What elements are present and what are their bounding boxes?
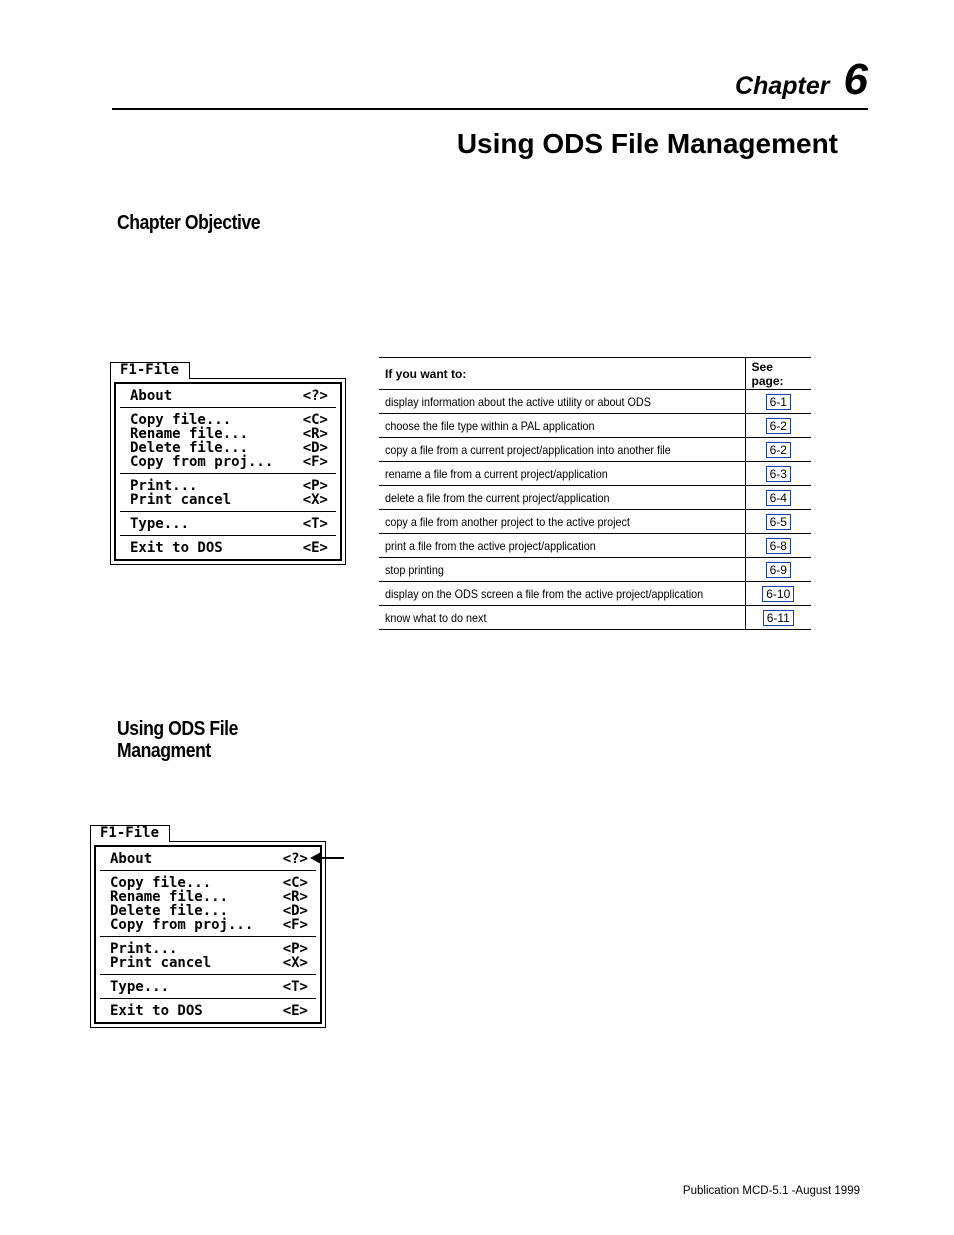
table-cell-task — [379, 558, 745, 582]
menu-box — [90, 841, 326, 1028]
table-row — [379, 534, 811, 558]
menu-item-shortcut: <T> — [282, 979, 308, 995]
menu-item-label: Print... — [110, 941, 178, 957]
table-cell-page — [745, 414, 811, 438]
table-header-page: See page: — [745, 358, 811, 390]
menu-item[interactable] — [110, 1004, 312, 1018]
menu-item-label: Delete file... — [130, 440, 249, 456]
menu-item[interactable] — [130, 389, 332, 403]
task-text: copy a file from a current project/application into another file — [385, 442, 671, 457]
menu-group — [120, 536, 336, 559]
publication-footer: Publication MCD-5.1 -August 1999 — [682, 1185, 860, 1197]
menu-item-shortcut: <R> — [302, 426, 328, 442]
task-text: display on the ODS screen a file from the active project/application — [385, 586, 704, 601]
menu-inner — [94, 845, 322, 1024]
task-text: copy a file from another project to the active project — [385, 514, 630, 529]
task-text: stop printing — [385, 562, 444, 577]
chapter-header — [735, 55, 868, 104]
table-cell-page — [745, 582, 811, 606]
menu-group — [100, 847, 316, 871]
menu-item[interactable] — [110, 876, 312, 890]
section-heading-using — [117, 718, 238, 762]
table-row — [379, 558, 811, 582]
menu-item[interactable] — [110, 980, 312, 994]
table-cell-page — [745, 558, 811, 582]
page-reference-link[interactable]: 6-2 — [766, 418, 791, 434]
table-cell-page — [745, 390, 811, 414]
page-reference-link[interactable]: 6-4 — [766, 490, 791, 506]
menu-group — [120, 512, 336, 536]
menu-item-label: About — [130, 388, 173, 404]
menu-item-label: Exit to DOS — [130, 540, 223, 556]
section-heading-objective: Chapter Objective — [117, 212, 261, 234]
menu-item-shortcut: <C> — [302, 412, 328, 428]
menu-item-label: Type... — [130, 516, 190, 532]
menu-item-shortcut: <X> — [302, 492, 328, 508]
page-reference-link[interactable]: 6-3 — [766, 466, 791, 482]
menu-box — [110, 378, 346, 565]
pointer-arrow-icon — [310, 851, 346, 865]
table-cell-page — [745, 438, 811, 462]
task-text: choose the file type within a PAL application — [385, 418, 595, 433]
menu-item[interactable] — [110, 918, 312, 932]
menu-item[interactable] — [130, 479, 332, 493]
table-header-row — [379, 358, 811, 390]
menu-item-label: About — [110, 851, 153, 867]
table-cell-page — [745, 486, 811, 510]
menu-tab: F1-File — [90, 825, 170, 842]
menu-inner — [114, 382, 342, 561]
menu-group — [120, 408, 336, 474]
file-menu-screenshot-annotated — [90, 824, 326, 1028]
menu-item[interactable] — [130, 517, 332, 531]
table-cell-page — [745, 606, 811, 630]
menu-item[interactable] — [110, 956, 312, 970]
menu-group — [100, 937, 316, 975]
table-row — [379, 486, 811, 510]
page-reference-link[interactable]: 6-10 — [762, 586, 794, 602]
table-row — [379, 414, 811, 438]
table-row — [379, 510, 811, 534]
menu-item[interactable] — [110, 890, 312, 904]
table-cell-task — [379, 510, 745, 534]
table-cell-task — [379, 606, 745, 630]
menu-item-shortcut: <?> — [302, 388, 328, 404]
menu-item-label: Print... — [130, 478, 198, 494]
menu-group — [120, 474, 336, 512]
task-text: delete a file from the current project/application — [385, 490, 610, 505]
menu-group — [100, 999, 316, 1022]
menu-item-shortcut: <D> — [282, 903, 308, 919]
task-text: display information about the active utility or about ODS — [385, 394, 651, 409]
menu-item-shortcut: <P> — [282, 941, 308, 957]
menu-item-shortcut: <P> — [302, 478, 328, 494]
page-reference-link[interactable]: 6-5 — [766, 514, 791, 530]
menu-item-shortcut: <E> — [282, 1003, 308, 1019]
menu-item-label: Delete file... — [110, 903, 229, 919]
table-cell-page — [745, 510, 811, 534]
menu-item[interactable] — [130, 493, 332, 507]
table-row — [379, 390, 811, 414]
page-reference-link[interactable]: 6-1 — [766, 394, 791, 410]
chapter-label: Chapter — [735, 72, 830, 100]
table-cell-task — [379, 414, 745, 438]
menu-item[interactable] — [110, 904, 312, 918]
menu-group — [120, 384, 336, 408]
menu-item[interactable] — [110, 942, 312, 956]
header-rule — [112, 108, 868, 110]
table-cell-task — [379, 390, 745, 414]
table-cell-task — [379, 534, 745, 558]
menu-item-shortcut: <F> — [302, 454, 328, 470]
table-row — [379, 462, 811, 486]
menu-item-shortcut: <X> — [282, 955, 308, 971]
page-reference-link[interactable]: 6-8 — [766, 538, 791, 554]
menu-item-shortcut: <D> — [302, 440, 328, 456]
menu-item-shortcut: <R> — [282, 889, 308, 905]
section-heading-using-line1: Using ODS File — [117, 718, 238, 740]
menu-item[interactable] — [130, 455, 332, 469]
menu-item[interactable] — [130, 427, 332, 441]
menu-group — [100, 871, 316, 937]
page-reference-link[interactable]: 6-9 — [766, 562, 791, 578]
menu-item-label: Copy file... — [110, 875, 212, 891]
menu-item-shortcut: <T> — [302, 516, 328, 532]
menu-item-shortcut: <C> — [282, 875, 308, 891]
menu-item-label: Exit to DOS — [110, 1003, 203, 1019]
menu-item-label: Print cancel — [110, 955, 212, 971]
section-heading-using-line2: Managment — [117, 740, 211, 762]
table-header-task: If you want to: — [379, 358, 745, 390]
page-reference-link[interactable]: 6-2 — [766, 442, 791, 458]
table-row — [379, 438, 811, 462]
menu-item-label: Copy from proj... — [110, 917, 254, 933]
table-cell-task — [379, 438, 745, 462]
menu-group — [100, 975, 316, 999]
menu-item-label: Type... — [110, 979, 170, 995]
table-cell-task — [379, 486, 745, 510]
menu-item[interactable] — [110, 852, 312, 866]
menu-item[interactable] — [130, 541, 332, 555]
task-text: rename a file from a current project/application — [385, 466, 608, 481]
menu-item-shortcut: <?> — [282, 851, 308, 867]
menu-tab: F1-File — [110, 362, 190, 379]
menu-item-shortcut: <E> — [302, 540, 328, 556]
table-cell-task — [379, 582, 745, 606]
table-cell-page — [745, 462, 811, 486]
table-row — [379, 606, 811, 630]
chapter-number: 6 — [843, 55, 868, 104]
table-cell-task — [379, 462, 745, 486]
menu-item[interactable] — [130, 413, 332, 427]
menu-item-label: Copy from proj... — [130, 454, 274, 470]
menu-item-label: Rename file... — [110, 889, 229, 905]
reference-table — [379, 357, 811, 630]
menu-item-shortcut: <F> — [282, 917, 308, 933]
task-text: know what to do next — [385, 610, 487, 625]
menu-item-label: Print cancel — [130, 492, 232, 508]
table-row — [379, 582, 811, 606]
menu-item[interactable] — [130, 441, 332, 455]
task-text: print a file from the active project/application — [385, 538, 596, 553]
page-reference-link[interactable]: 6-11 — [763, 610, 794, 626]
menu-item-label: Copy file... — [130, 412, 232, 428]
menu-item-label: Rename file... — [130, 426, 249, 442]
page-title: Using ODS File Management — [456, 128, 838, 159]
table-cell-page — [745, 534, 811, 558]
file-menu-screenshot — [110, 361, 346, 565]
